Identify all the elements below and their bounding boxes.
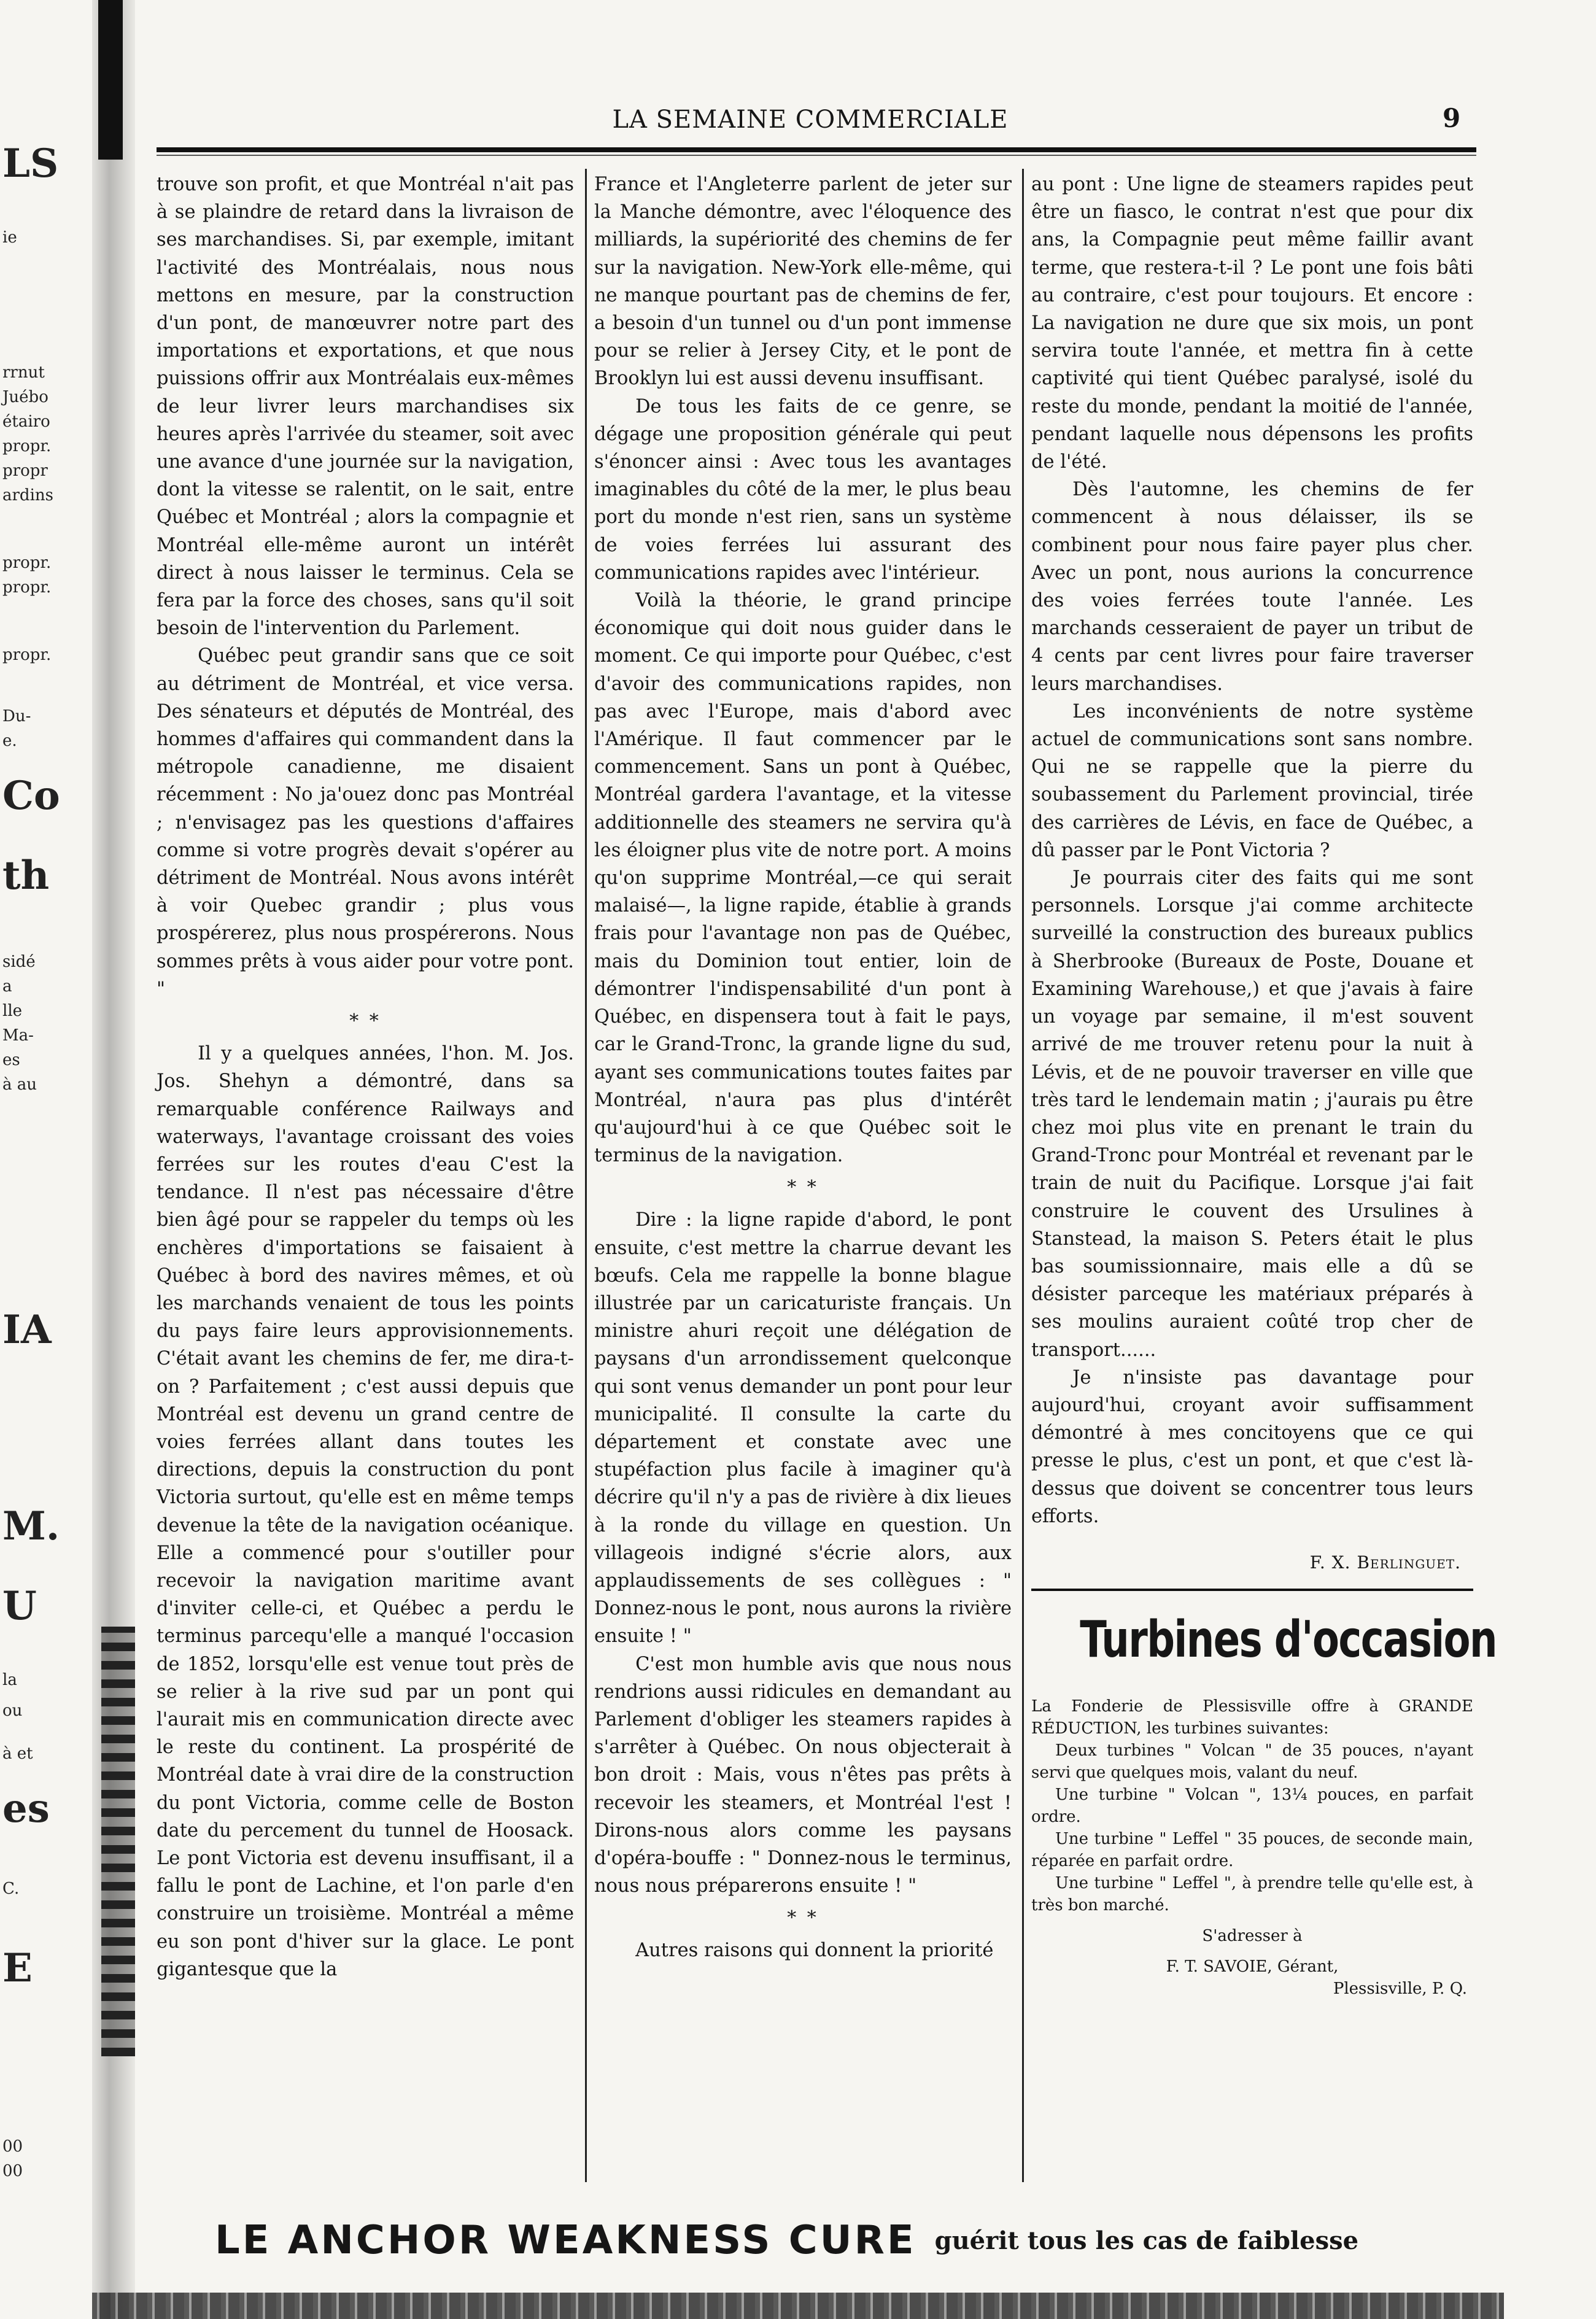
article-paragraph: Québec peut grandir sans que ce soit au détriment de Montréal, et vice versa. Des sénateurs et députés de Montréal, des hommes d'affaires qui commandent dans la métropole canadienne, me disaient récemment : No ja'ouez donc pas Montréal ; n'envisagez pas les questions d'affaires comme si votre progrès devait s'opérer au détriment de Montréal. Nous avons intérêt à voir Quebec grandir ; plus vous prospérerez, plus nous prospérerons. Nous sommes prêts à vous aider pour votre pont. " xyxy=(157,645,574,1000)
fragment-text: th xyxy=(2,853,50,899)
article-paragraph: au pont : Une ligne de steamers rapides peut être un fiasco, le contrat n'est que pour dix ans, la Compagnie peut même faillir avant terme, que restera-t-il ? Le pont une fois bâti au contraire, c'est pour toujours. Et encore : La navigation ne dure que six mois, un pont servira toute l'année, et mettra fin à cette captivité qui tient Québec paralysé, isolé du reste du monde, pendant la moitié de l'année, pendant laquelle nous dépensons les profits de l'été. xyxy=(1031,174,1473,473)
fragment-text: Juébo xyxy=(2,388,48,406)
fragment-text: C. xyxy=(2,1880,20,1898)
advertisement-line: Deux turbines " Volcan " de 35 pouces, n'ayant servi que quelques mois, valant du neuf. xyxy=(1031,1741,1473,1783)
fragment-text: propr. xyxy=(2,437,52,455)
advertisement-line: La Fonderie de Plessisville offre à GRANDE RÉDUCTION, les turbines suivantes: xyxy=(1031,1697,1473,1738)
fragment-text: lle xyxy=(2,1002,23,1020)
header-rule xyxy=(157,147,1476,152)
advertisement-address-label: S'adresser à xyxy=(1202,1927,1303,1946)
fragment-text: ou xyxy=(2,1702,23,1720)
fragment-text: e. xyxy=(2,732,17,750)
article-paragraph: Il y a quelques années, l'hon. M. Jos. Jos. Shehyn a démontré, dans sa remarquable conférence Railways and waterways, l'avantage croissant des voies ferrées sur les routes d'eau C'est la tendance. Il n'est pas nécessaire d'être bien âgé pour se rappeler du temps où les enchères d'importations se faisaient à Québec à bord des navires mêmes, et où les marchands venaient de tous les points du pays faire leurs approvisionnements. C'était avant les chemins de fer, me dira-t-on ? Parfaitement ; c'est aussi depuis que Montréal est devenu un grand centre de voies ferrées allant dans toutes les directions, depuis la construction du pont Victoria surtout, qu'elle est en même temps devenue la tête de la navigation océanique. Elle a commencé pour s'outiller pour recevoir la navigation maritime avant d'inviter celle-ci, et Québec a perdu le terminus parcequ'elle a manqué l'occasion de 1852, lorsqu'elle est venue tout près de se relier à la rive sud par un pont qui l'aurait mis en communication directe avec le reste du continent. La prospérité de Montréal date à vrai dire de la construction du pont Victoria, comme celle de Boston date du percement du tunnel de Hoosack. Le pont Victoria est devenu insuffisant, il a fallu le pont de Lachine, et l'on parle d'en construire un troisième. Montréal a même eu son pont d'hiver sur la glace. Le pont gigantesque que la xyxy=(157,1043,574,1980)
article-paragraph: Dès l'automne, les chemins de fer commencent à nous délaisser, ils se combinent pour nous faire payer plus cher. Avec un pont, nous aurions la concurrence des voies ferrées toute l'année. Les marchands cesseraient de payer un tribut de 4 cents par cent livres pour faire traverser leurs marchandises. xyxy=(1031,479,1473,695)
fragment-text: es xyxy=(2,1786,50,1832)
fragment-text: ardins xyxy=(2,486,53,505)
advertisement-line: Une turbine " Volcan ", 13¼ pouces, en parfait ordre. xyxy=(1031,1786,1473,1827)
fragment-text: Ma- xyxy=(2,1026,34,1045)
fragment-text: LS xyxy=(2,141,59,187)
fragment-text: à au xyxy=(2,1075,37,1094)
article-paragraph: Je n'insiste pas davantage pour aujourd'hui, croyant avoir suffisamment démontré à mes concitoyens que ce qui presse le plus, c'est un pont, et que c'est là-dessus que doivent se concentrer tous leurs efforts. xyxy=(1031,1366,1473,1527)
scan-bottom-edge xyxy=(92,2293,1504,2319)
fragment-text: es xyxy=(2,1051,20,1069)
fragment-text: la xyxy=(2,1671,17,1689)
advertisement-location: Plessisville, P. Q. xyxy=(1333,1980,1467,1999)
banner-sub-text: guérit tous les cas de faiblesse xyxy=(934,2226,1359,2255)
fold-damage-mark xyxy=(101,1627,135,2056)
adjacent-page-fragment xyxy=(0,117,86,2302)
banner-main-text: LE ANCHOR WEAKNESS CURE xyxy=(215,2218,916,2263)
fragment-text: M. xyxy=(2,1503,60,1549)
article-paragraph: C'est mon humble avis que nous nous rendrions aussi ridicules en demandant au Parlement d'obliger les steamers rapides à s'arrêter à Québec. On nous objecterait à bon droit : Mais, vous n'êtes pas prêts à recevoir les steamers, et Montréal l'est ! Dirons-nous alors comme les paysans d'opéra-bouffe : " Donnez-nous le terminus, nous nous préparerons ensuite ! " xyxy=(594,1653,1012,1897)
fragment-text: U xyxy=(2,1583,37,1629)
bottom-advertisement-banner xyxy=(215,2216,1412,2265)
article-paragraph: Les inconvénients de notre système actuel de communications sont sans nombre. Qui ne se rappelle que la pierre du soubassement du Parlement provincial, tirée des carrières de Lévis, en face de Québec, a dû passer par le Pont Victoria ? xyxy=(1031,700,1473,861)
fragment-text: 00 xyxy=(2,2137,23,2156)
fragment-text: sidé xyxy=(2,953,36,971)
column-3 xyxy=(1031,171,1497,2000)
section-separator-stars: * * xyxy=(349,1010,381,1032)
fragment-text: à et xyxy=(2,1744,33,1763)
advertisement-title: Turbines d'occasion xyxy=(1080,1611,1497,1670)
fragment-text: ie xyxy=(2,228,17,247)
advertisement-line: Une turbine " Leffel ", à prendre telle qu'elle est, à très bon marché. xyxy=(1031,1874,1473,1915)
fragment-text: a xyxy=(2,977,12,996)
column-1 xyxy=(157,171,574,1983)
advertisement-rule xyxy=(1031,1589,1473,1591)
fragment-text: Co xyxy=(2,773,60,819)
signature-name: Berlinguet. xyxy=(1357,1552,1461,1573)
fragment-text: IA xyxy=(2,1307,52,1353)
fragment-text: Du- xyxy=(2,707,31,726)
article-paragraph: Voilà la théorie, le grand principe économique qui doit nous guider dans le moment. Ce qui importe pour Québec, c'est d'avoir des communications rapides, non pas avec l'Europe, mais d'abord avec l'Amérique. Il faut commencer par le commencement. Sans un pont à Québec, Montréal gardera l'avantage, et la vitesse additionnelle des steamers ne servira qu'à les éloigner plus vite de notre port. A moins qu'on supprime Montréal,—ce qui serait malaisé—, la ligne rapide, établie à grands frais pour l'avantage non pas de Québec, mais du Dominion tout entier, loin de démontrer l'indispensabilité d'un pont à Québec, en dispensera tout à fait le pays, car le Grand-Tronc, la grande ligne du sud, ayant ses communications toutes faites par Montréal, n'aura pas plus d'intérêt qu'aujourd'hui à ce que Québec soit le terminus de la navigation. xyxy=(594,590,1012,1167)
signature-initials: F. X. xyxy=(1309,1552,1357,1573)
article-paragraph: De tous les faits de ce genre, se dégage une proposition générale qui peut s'énoncer ainsi : Avec tous les avantages imaginables du côté de la mer, le plus beau port du monde n'est rien, sans un système de voies ferrées lui assurant des communications rapides avec l'intérieur. xyxy=(594,395,1012,584)
header-rule-thin xyxy=(157,155,1476,156)
article-paragraph: France et l'Angleterre parlent de jeter sur la Manche démontre, avec l'éloquence des milliards, la supériorité des chemins de fer sur la navigation. New-York elle-même, qui ne manque pourtant pas de chemins de fer, a besoin d'un tunnel ou d'un pont immense pour se relier à Jersey City, et le pont de Brooklyn lui est aussi devenu insuffisant. xyxy=(594,174,1012,390)
turbines-advertisement xyxy=(1031,1609,1497,2000)
fragment-text: propr xyxy=(2,462,48,480)
fold-dark-mark xyxy=(98,0,123,160)
article-paragraph: trouve son profit, et que Montréal n'ait pas à se plaindre de retard dans la livraison de ses marchandises. Si, par exemple, imitant l'activité des Montréalais, nous nous mettons en mesure, par la construction d'un pont, de manœuvrer notre part des importations et exportations, et que nous puissions offrir aux Montréalais eux-mêmes de leur livrer leurs marchandises six heures après l'arrivée du steamer, soit avec une avance d'une journée sur la navigation, dont la vitesse se ralentit, on le sait, entre Québec et Montréal ; alors la compagnie et Montréal elle-même auront un intérêt direct à nous laisser le terminus. Cela se fera par la force des choses, sans qu'il soit besoin de l'intervention du Parlement. xyxy=(157,174,574,640)
section-separator-stars: * * xyxy=(787,1907,819,1929)
article-paragraph: Autres raisons qui donnent la priorité xyxy=(635,1940,994,1962)
advertisement-contact: F. T. SAVOIE, Gérant, xyxy=(1166,1957,1339,1976)
fragment-text: propr. xyxy=(2,554,52,572)
fragment-text: propr. xyxy=(2,578,52,597)
fragment-text: propr. xyxy=(2,646,52,664)
fragment-text: rrnut xyxy=(2,363,45,382)
signature xyxy=(1031,1549,1473,1576)
running-header: LA SEMAINE COMMERCIALE xyxy=(612,106,1009,134)
fragment-text: E xyxy=(2,1945,33,1991)
column-divider-2 xyxy=(1022,169,1024,2182)
fragment-text: 00 xyxy=(2,2162,23,2180)
column-2 xyxy=(594,171,1012,1965)
fragment-text: étairo xyxy=(2,412,50,431)
column-divider-1 xyxy=(585,169,587,2182)
article-paragraph: Je pourrais citer des faits qui me sont personnels. Lorsque j'ai comme architecte surveillé la construction des bureaux publics à Sherbrooke (Bureaux de Poste, Douane et Examining Warehouse,) et que j'avais à faire un voyage par semaine, il m'est souvent arrivé de me trouver retenu pour la nuit à Lévis, et de ne pouvoir traverser en ville que très tard le lendemain matin ; j'aurais pu être chez moi plus vite en prenant le train du Grand-Tronc pour Montréal et revenant par le train de nuit du Pacifique. Lorsque j'ai fait construire le couvent des Ursulines à Stanstead, la maison S. Peters était le plus bas soumissionnaire, mais elle a dû se désister parceque les matériaux préparés à ses moulins auraient coûté trop cher de transport...... xyxy=(1031,867,1473,1361)
article-paragraph: Dire : la ligne rapide d'abord, le pont ensuite, c'est mettre la charrue devant les bœufs. Cela me rappelle la bonne blague illustrée par un caricaturiste français. Un ministre ahuri reçoit une délégation de paysans d'un arrondissement quelconque qui sont venus demander un pont pour leur municipalité. Il consulte la carte du département et constate avec une stupéfaction plus facile à imaginer qu'à décrire qu'il n'y a pas de rivière à dix lieues à la ronde du village en question. Un villageois indigné s'écrie alors, aux applaudissements de ses collègues : " Donnez-nous le pont, nous aurons la rivière ensuite ! " xyxy=(594,1209,1012,1647)
advertisement-line: Une turbine " Leffel " 35 pouces, de seconde main, réparée en parfait ordre. xyxy=(1031,1830,1473,1871)
section-separator-stars: * * xyxy=(787,1177,819,1199)
page-number: 9 xyxy=(1443,103,1461,133)
